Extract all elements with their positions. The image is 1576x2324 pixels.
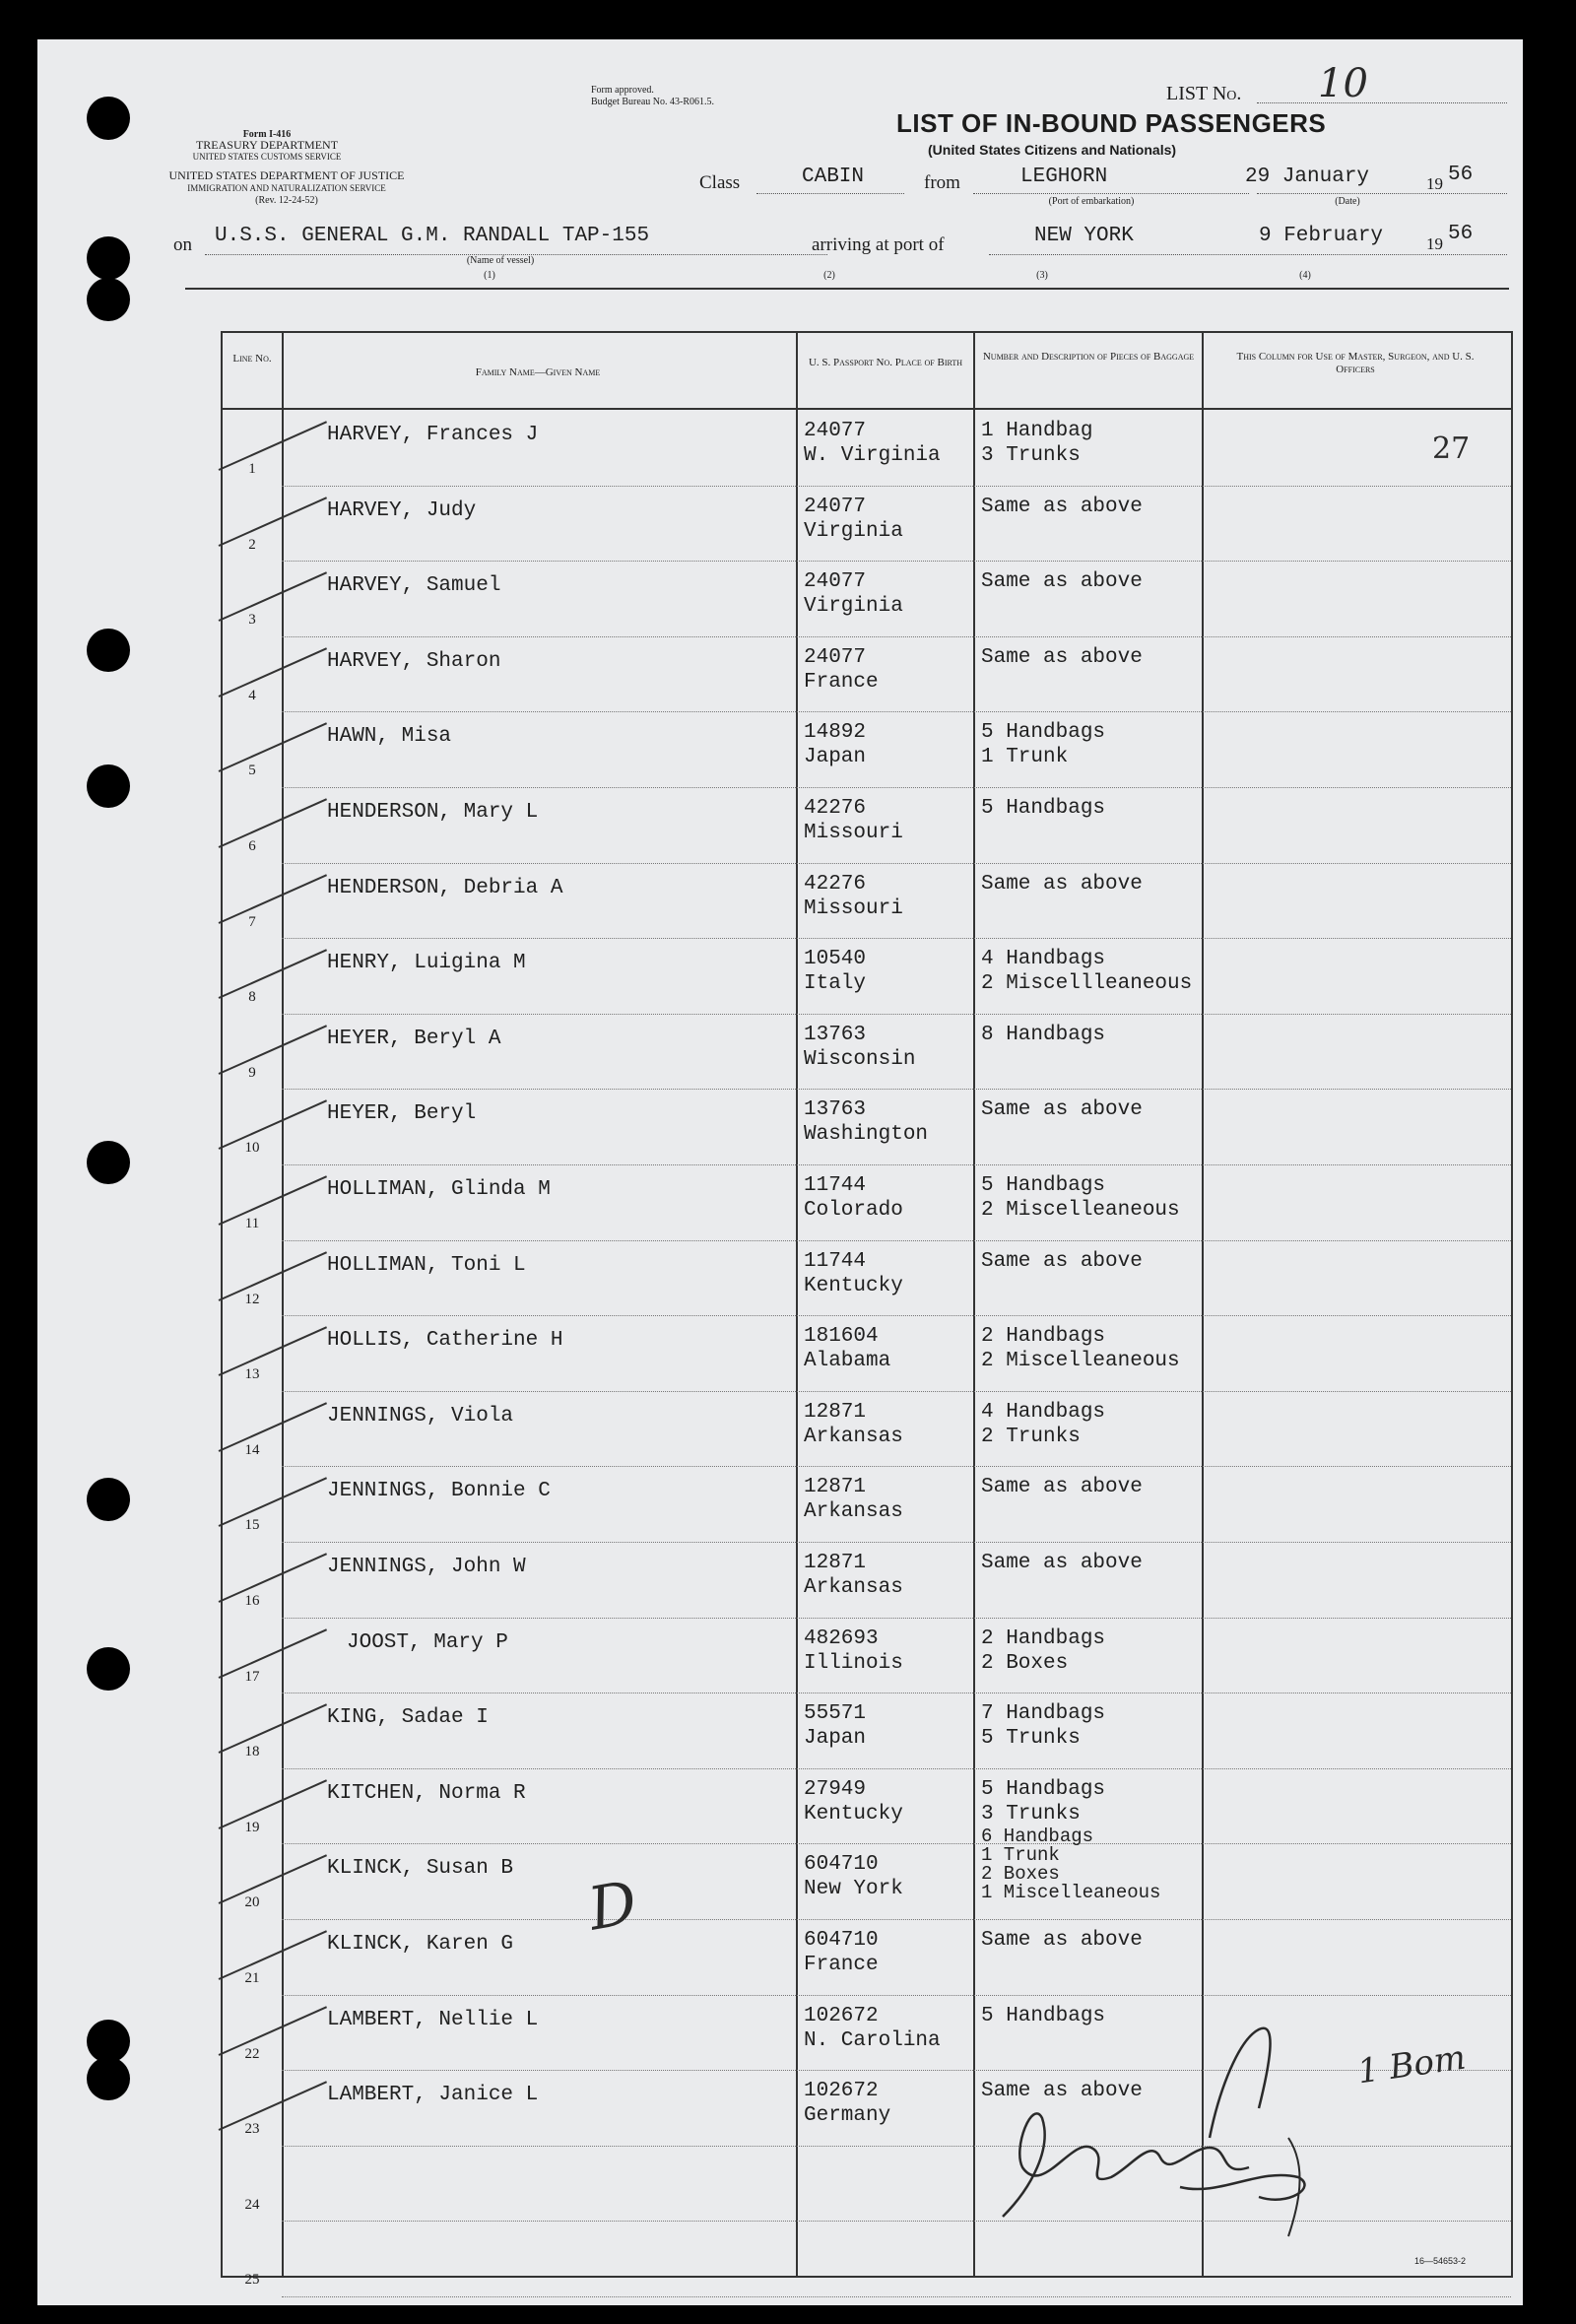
passenger-name: HARVEY, Frances J (327, 424, 539, 446)
passport-number: 24077 (804, 645, 867, 669)
passenger-name: KITCHEN, Norma R (327, 1781, 526, 1805)
line-number: 3 (248, 612, 256, 629)
arrival-year-prefix: 19 (1426, 234, 1443, 253)
document-title: LIST OF IN-BOUND PASSENGERS (896, 108, 1327, 138)
passport-number: 24077 (804, 570, 867, 594)
row-divider (282, 1618, 1511, 1619)
line-number: 1 (248, 461, 256, 477)
baggage-item: 2 Boxes (981, 1651, 1069, 1675)
line-number: 12 (244, 1291, 260, 1307)
header-officers: This Column for Use of Master, Surgeon, and U. S. Officers (1236, 351, 1475, 375)
baggage-item: 5 Handbags (981, 1174, 1106, 1197)
passport-number: 12871 (804, 1552, 867, 1574)
baggage-item: 5 Handbags (981, 2004, 1106, 2027)
vessel-name: U.S.S. GENERAL G.M. RANDALL TAP-155 (215, 225, 650, 247)
immigration-service: IMMIGRATION AND NATURALIZATION SERVICE (187, 183, 386, 193)
line-number: 11 (244, 1216, 260, 1231)
budget-bureau: Budget Bureau No. 43-R061.5. (591, 97, 714, 107)
list-no-value: 10 (1318, 61, 1368, 106)
passenger-name: JOOST, Mary P (347, 1630, 508, 1654)
baggage-item: 2 Miscelleaneous (981, 1199, 1180, 1222)
passenger-name: HEYER, Beryl (327, 1102, 477, 1126)
form-approved: Form approved. (591, 85, 654, 96)
treasury-department: TREASURY DEPARTMENT (195, 138, 339, 152)
passenger-name: HOLLIMAN, Toni L (327, 1253, 526, 1277)
line-number: 2 (248, 536, 256, 553)
baggage-item: 5 Handbags (981, 721, 1106, 745)
on-label: on (173, 234, 192, 255)
place-of-birth: France (804, 1954, 879, 1976)
row-divider (282, 1391, 1511, 1392)
passenger-name: KLINCK, Susan B (327, 1857, 514, 1881)
baggage-item: Same as above (981, 872, 1143, 896)
passenger-name: LAMBERT, Nellie L (327, 2008, 539, 2031)
line-number: 19 (244, 1819, 260, 1835)
baggage-item: 2 Miscelleaneous (981, 1350, 1180, 1373)
date-underline (1257, 193, 1507, 194)
line-number: 5 (248, 763, 256, 779)
document-subtitle: (United States Citizens and Nationals) (928, 142, 1177, 158)
punch-hole (87, 1478, 130, 1521)
row-divider (282, 1089, 1511, 1090)
baggage-item: Same as above (981, 1249, 1143, 1273)
place-of-birth: Wisconsin (804, 1047, 916, 1071)
punch-hole (87, 764, 130, 808)
passenger-name: JENNINGS, Bonnie C (327, 1480, 551, 1503)
passenger-name: HAWN, Misa (327, 725, 452, 749)
header-line-no: Line No. (232, 353, 272, 365)
place-of-birth: Colorado (804, 1199, 903, 1222)
punch-hole (87, 629, 130, 672)
class-value: CABIN (802, 166, 865, 188)
arrival-date: 9 February (1259, 225, 1384, 247)
place-of-birth: Arkansas (804, 1576, 903, 1599)
place-of-birth: Germany (804, 2104, 891, 2128)
line-number: 8 (248, 989, 256, 1006)
baggage-item: 1 Miscelleaneous (981, 1882, 1161, 1904)
baggage-item: 1 Trunk (981, 746, 1069, 769)
column-number-1: (1) (484, 270, 495, 281)
row-divider (282, 1768, 1511, 1769)
baggage-item: Same as above (981, 1929, 1143, 1952)
passport-number: 24077 (804, 420, 867, 442)
baggage-item: 2 Trunks (981, 1425, 1081, 1448)
list-no-label: LIST No. (1166, 83, 1242, 104)
embarkation-port: LEGHORN (1020, 166, 1108, 188)
passport-number: 42276 (804, 872, 867, 896)
passenger-name: JENNINGS, Viola (327, 1404, 514, 1428)
column-divider (282, 333, 284, 2276)
row-divider (282, 1164, 1511, 1165)
baggage-item: 2 Handbags (981, 1627, 1106, 1650)
row-divider (282, 1995, 1511, 1996)
margin-mark: D (583, 1868, 642, 1945)
line-number: 25 (244, 2272, 260, 2289)
punch-hole (87, 2057, 130, 2100)
punch-hole (87, 236, 130, 280)
line-number: 24 (244, 2196, 260, 2213)
baggage-item: 3 Trunks (981, 444, 1081, 467)
passenger-name: HEYER, Beryl A (327, 1027, 501, 1050)
passenger-name: HOLLIS, Catherine H (327, 1329, 563, 1353)
line-number: 4 (248, 687, 256, 703)
passport-number: 102672 (804, 2080, 879, 2103)
place-of-birth: Arkansas (804, 1425, 903, 1448)
line-number: 15 (244, 1517, 260, 1534)
header-name: Family Name—Given Name (475, 366, 601, 378)
passport-number: 10540 (804, 948, 867, 971)
passport-number: 24077 (804, 495, 867, 518)
baggage-item: 1 Handbag (981, 420, 1093, 442)
departure-year: 56 (1448, 164, 1474, 186)
row-divider (282, 787, 1511, 788)
place-of-birth: Kentucky (804, 1802, 903, 1826)
baggage-item: 3 Trunks (981, 1802, 1081, 1826)
row-divider (282, 1240, 1511, 1241)
baggage-item: 7 Handbags (981, 1702, 1106, 1726)
column-divider (796, 333, 798, 2276)
baggage-item: Same as above (981, 1552, 1143, 1574)
class-label: Class (699, 172, 741, 193)
row-divider (282, 2296, 1511, 2297)
passport-number: 11744 (804, 1249, 867, 1273)
column-divider (973, 333, 975, 2276)
baggage-item: 5 Handbags (981, 797, 1106, 820)
departure-year-prefix: 19 (1426, 174, 1443, 193)
place-of-birth: Missouri (804, 822, 903, 844)
row-divider (282, 1919, 1511, 1920)
baggage-item: 1 Trunk (981, 1844, 1060, 1867)
passport-number: 13763 (804, 1023, 867, 1046)
baggage-item: 4 Handbags (981, 1400, 1106, 1424)
punch-hole (87, 97, 130, 140)
passenger-table (221, 331, 1513, 2289)
passport-number: 181604 (804, 1325, 879, 1349)
passport-number: 604710 (804, 1853, 879, 1877)
line-number: 18 (244, 1744, 260, 1760)
column-number-3: (3) (1036, 270, 1048, 281)
line-number: 7 (248, 913, 256, 930)
port-embarkation-caption: (Port of embarkation) (1048, 196, 1135, 207)
place-of-birth: W. Virginia (804, 444, 941, 467)
place-of-birth: Virginia (804, 595, 903, 619)
form-revision: (Rev. 12-24-52) (255, 195, 318, 206)
arrival-year: 56 (1448, 223, 1474, 245)
passenger-name: KING, Sadae I (327, 1706, 489, 1730)
customs-service: UNITED STATES CUSTOMS SERVICE (192, 152, 342, 162)
baggage-item: Same as above (981, 495, 1143, 518)
vessel-caption: (Name of vessel) (466, 255, 535, 266)
row-divider (282, 711, 1511, 712)
departure-date: 29 January (1245, 166, 1370, 188)
row-divider (282, 1315, 1511, 1316)
signature-note: 1 Bom (1354, 2037, 1469, 2092)
punch-hole (87, 278, 130, 321)
line-number: 6 (248, 838, 256, 854)
line-number: 14 (244, 1441, 260, 1458)
place-of-birth: Kentucky (804, 1274, 903, 1297)
passenger-name: JENNINGS, John W (327, 1556, 526, 1578)
passport-number: 12871 (804, 1476, 867, 1499)
line-number: 9 (248, 1064, 256, 1081)
list-no-underline (1257, 102, 1507, 103)
place-of-birth: Washington (804, 1123, 929, 1147)
row-divider (282, 863, 1511, 864)
row-divider (282, 636, 1511, 637)
header-baggage: Number and Description of Pieces of Baggage (982, 351, 1195, 363)
header-passport: U. S. Passport No. Place of Birth (808, 357, 963, 368)
baggage-item: 5 Handbags (981, 1777, 1106, 1801)
punch-hole (87, 1141, 130, 1184)
column-number-4: (4) (1299, 270, 1311, 281)
place-of-birth: Japan (804, 1727, 867, 1751)
form-number: Form I-416 (242, 129, 292, 140)
line-number: 20 (244, 1894, 260, 1911)
passport-number: 42276 (804, 797, 867, 820)
table-header-rule (223, 408, 1511, 410)
column-number-2: (2) (823, 270, 835, 281)
from-underline (973, 193, 1249, 194)
arriving-label: arriving at port of (812, 234, 945, 255)
passport-number: 27949 (804, 1777, 867, 1801)
passport-number: 14892 (804, 721, 867, 745)
place-of-birth: France (804, 670, 879, 694)
row-divider (282, 561, 1511, 562)
line-number: 21 (244, 1970, 260, 1986)
passenger-name: HARVEY, Sharon (327, 649, 501, 673)
passenger-name: HENRY, Luigina M (327, 952, 526, 975)
officer-note: 27 (1432, 432, 1471, 466)
row-divider (282, 1014, 1511, 1015)
passenger-name: HENDERSON, Mary L (327, 801, 539, 824)
passport-number: 482693 (804, 1627, 879, 1650)
place-of-birth: N. Carolina (804, 2028, 941, 2052)
passenger-name: HOLLIMAN, Glinda M (327, 1178, 551, 1201)
baggage-item: Same as above (981, 2080, 1143, 2103)
passport-number: 102672 (804, 2004, 879, 2027)
passport-number: 55571 (804, 1702, 867, 1726)
row-divider (282, 486, 1511, 487)
line-number: 10 (244, 1140, 260, 1157)
passenger-name: LAMBERT, Janice L (327, 2084, 539, 2107)
place-of-birth: Italy (804, 972, 867, 996)
signature-scrawl (963, 2000, 1397, 2256)
place-of-birth: Japan (804, 746, 867, 769)
place-of-birth: Virginia (804, 519, 903, 543)
passport-number: 12871 (804, 1400, 867, 1424)
baggage-item: Same as above (981, 570, 1143, 594)
baggage-item: Same as above (981, 645, 1143, 669)
passenger-name: HARVEY, Judy (327, 498, 477, 522)
class-underline (756, 193, 904, 194)
place-of-birth: Illinois (804, 1651, 903, 1675)
row-divider (282, 1466, 1511, 1467)
arrival-port: NEW YORK (1034, 225, 1134, 247)
line-number: 16 (244, 1593, 260, 1609)
footer-code: 16—54653-2 (1414, 2256, 1467, 2266)
line-number: 23 (244, 2121, 260, 2138)
line-number: 17 (244, 1668, 260, 1685)
baggage-item: 2 Miscellleaneous (981, 972, 1193, 996)
row-divider (282, 938, 1511, 939)
row-divider (282, 1542, 1511, 1543)
date-caption: (Date) (1335, 196, 1360, 207)
baggage-item: 2 Handbags (981, 1325, 1106, 1349)
place-of-birth: New York (804, 1878, 903, 1901)
arrival-underline (989, 254, 1507, 255)
baggage-item: Same as above (981, 1476, 1143, 1499)
baggage-item: 6 Handbags (981, 1826, 1094, 1848)
column-divider (1202, 333, 1204, 2276)
line-number: 22 (244, 2045, 260, 2062)
baggage-item: 2 Boxes (981, 1863, 1060, 1886)
passenger-name: KLINCK, Karen G (327, 1933, 514, 1956)
passport-number: 604710 (804, 1929, 879, 1952)
place-of-birth: Missouri (804, 896, 903, 920)
baggage-item: 5 Trunks (981, 1727, 1081, 1751)
passport-number: 13763 (804, 1098, 867, 1122)
passenger-name: HARVEY, Samuel (327, 574, 501, 598)
baggage-item: Same as above (981, 1098, 1143, 1122)
punch-hole (87, 1647, 130, 1691)
passenger-name: HENDERSON, Debria A (327, 876, 563, 899)
line-number: 13 (244, 1366, 260, 1383)
baggage-item: 4 Handbags (981, 948, 1106, 971)
from-label: from (924, 172, 960, 193)
row-divider (282, 1843, 1511, 1844)
place-of-birth: Arkansas (804, 1500, 903, 1524)
header-rule (185, 288, 1509, 290)
passport-number: 11744 (804, 1174, 867, 1197)
place-of-birth: Alabama (804, 1350, 891, 1373)
document-page (37, 39, 1523, 2305)
baggage-item: 8 Handbags (981, 1023, 1106, 1046)
justice-department: UNITED STATES DEPARTMENT OF JUSTICE (168, 168, 405, 182)
